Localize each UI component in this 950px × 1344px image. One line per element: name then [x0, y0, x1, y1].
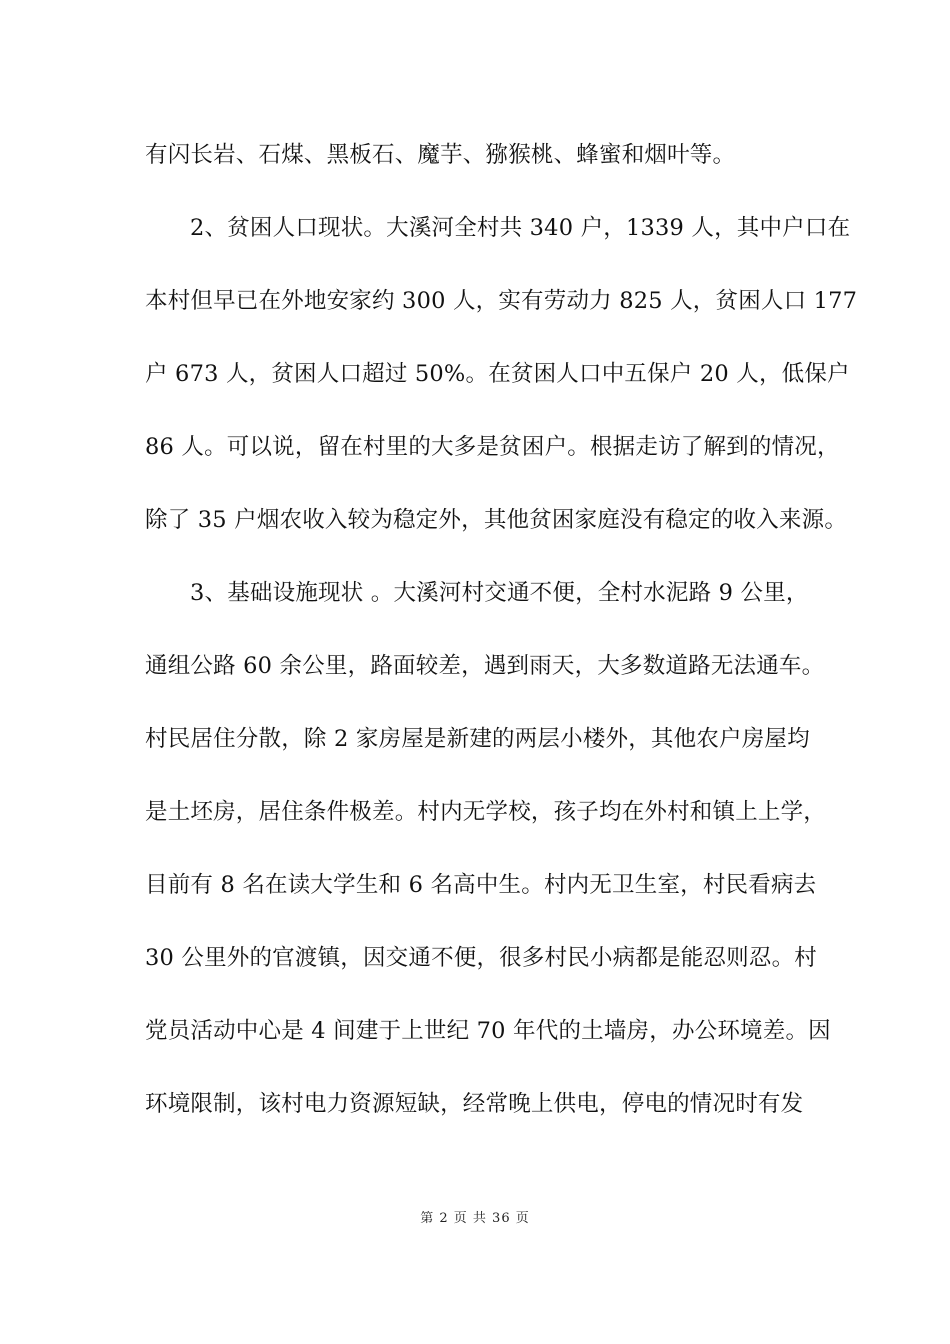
text-line-11: 目前有 8 名在读大学生和 6 名高中生。村内无卫生室，村民看病去	[145, 872, 817, 898]
text-line-3: 本村但早已在外地安家约 300 人，实有劳动力 825 人，贫困人口 177	[145, 288, 858, 314]
text-line-10: 是土坯房，居住条件极差。村内无学校，孩子均在外村和镇上上学，	[145, 799, 827, 825]
text-line-6: 除了 35 户烟农收入较为稳定外，其他贫困家庭没有稳定的收入来源。	[145, 507, 848, 533]
page-number-footer: 第 2 页 共 36 页	[420, 1211, 530, 1226]
text-line-4: 户 673 人，贫困人口超过 50%。在贫困人口中五保户 20 人，低保户	[145, 361, 850, 387]
paragraph-2-start: 2、贫困人口现状。大溪河全村共 340 户，1339 人，其中户口在	[190, 215, 851, 241]
text-line-1: 有闪长岩、石煤、黑板石、魔芋、猕猴桃、蜂蜜和烟叶等。	[145, 142, 736, 168]
text-line-9: 村民居住分散，除 2 家房屋是新建的两层小楼外，其他农户房屋均	[145, 726, 810, 752]
paragraph-3-start: 3、基础设施现状 。大溪河村交通不便，全村水泥路 9 公里，	[190, 580, 809, 606]
text-line-13: 党员活动中心是 4 间建于上世纪 70 年代的土墙房，办公环境差。因	[145, 1018, 831, 1044]
text-line-8: 通组公路 60 余公里，路面较差，遇到雨天，大多数道路无法通车。	[145, 653, 825, 679]
text-line-5: 86 人。可以说，留在村里的大多是贫困户。根据走访了解到的情况，	[145, 434, 840, 460]
text-line-14: 环境限制，该村电力资源短缺，经常晚上供电，停电的情况时有发	[145, 1091, 804, 1117]
text-line-12: 30 公里外的官渡镇，因交通不便，很多村民小病都是能忍则忍。村	[145, 945, 817, 971]
